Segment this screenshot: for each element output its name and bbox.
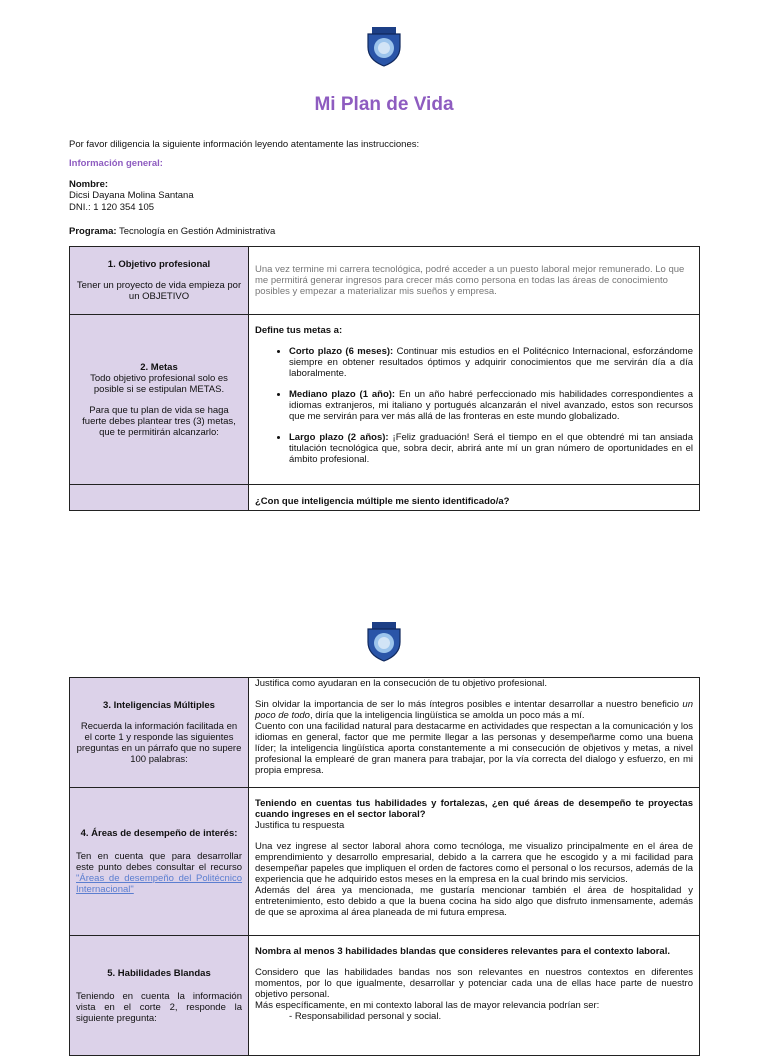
- page-title: Mi Plan de Vida: [314, 94, 454, 115]
- areas-answer-cell: [249, 788, 700, 936]
- habilidades-answer-1: Considero que las habilidades bandas nos son relevantes en nuestros contextos en diferentes momentos, por lo que igualmente, desarrollar y potenciar cada una de ellas hace parte de nuestro objetivo personal.: [255, 967, 693, 1000]
- list-item: - Responsabilidad personal y social.: [289, 1011, 693, 1022]
- inteligencias-heading: 3. Inteligencias Múltiples: [103, 700, 215, 711]
- objetivo-heading: 1. Objetivo profesional: [107, 259, 211, 270]
- inteligencias-answer-2: Cuento con una facilidad natural para destacarme en actividades que respectan a la comunicación y los idiomas en general, factor que me permite llegar a las personas y desempeñarme como una buena líder; la inteligencia lingüística aporta constantemente a mi consecución de objetivos y metas, a nivel profesional la emplearé de gran manera para trabajar, por la vía correcta del dialogo y esfuerzo, en mi propia empresa.: [255, 721, 693, 776]
- goal-long-label: Largo plazo (2 años):: [289, 432, 389, 443]
- goal-short-text: Continuar mis estudios en el Politécnico Internacional, esforzándome siempre en obtener resultados óptimos y adquirir conocimientos que me servirán día a día laboralmente.: [289, 346, 693, 379]
- areas-sub: Justifica tu respuesta: [255, 820, 345, 831]
- metas-prompt: Define tus metas a:: [255, 325, 343, 336]
- institution-crest-icon: [366, 27, 402, 67]
- plan-table-page2: [69, 677, 700, 1056]
- inteligencias-answer-part2: , diría que la inteligencia lingüística se amolda un poco más a mí.: [309, 710, 585, 721]
- objetivo-desc: Tener un proyecto de vida empieza por un OBJETIVO: [76, 280, 242, 302]
- metas-answer-cell: [249, 315, 700, 485]
- metas-desc2: Para que tu plan de vida se haga fuerte debes plantear tres (3) metas, que te permitirán alcanzarlo:: [82, 404, 236, 438]
- inteligencias-label-cell: [70, 678, 249, 788]
- goal-medium: [289, 389, 693, 422]
- dni-value: DNI.: 1 120 354 105: [69, 202, 155, 213]
- habilidades-desc: Teniendo en cuenta la información vista en el corte 2, responde la siguiente pregunta:: [76, 991, 242, 1024]
- inteligencias-answer-italic: un poco de todo: [255, 699, 693, 721]
- areas-desc-text: Ten en cuenta que para desarrollar este punto debes consultar el recurso: [76, 851, 242, 873]
- habilidades-label-cell: [70, 936, 249, 1056]
- areas-answer-2: Además del área ya mencionada, me gustaría mencionar también el área de hospitalidad y entretenimiento, esto debido a que la buena cocina ha sido algo que disfruto inmensamente, además de que se aproxima al área planeada de mi futura empresa.: [255, 885, 693, 918]
- row-areas: [70, 788, 700, 936]
- metas-heading: 2. Metas: [140, 361, 178, 373]
- program-label: Programa:: [69, 226, 117, 237]
- areas-label-cell: [70, 788, 249, 936]
- plan-table-page1: [69, 246, 700, 511]
- areas-desc: [76, 851, 242, 895]
- inteligencias-desc: Recuerda la información facilitada en el corte 1 y responde las siguientes preguntas en un párrafo que no supere 100 palabras:: [76, 721, 242, 765]
- areas-resource-link[interactable]: "Áreas de desempeño del Politécnico Internacional": [76, 873, 242, 895]
- goal-medium-label: Mediano plazo (1 año):: [289, 389, 396, 400]
- name-value: Dicsi Dayana Molina Santana: [69, 190, 194, 201]
- row-objetivo: [70, 247, 700, 315]
- institution-crest-icon: [366, 622, 402, 662]
- habilidades-heading: 5. Habilidades Blandas: [107, 968, 211, 979]
- habilidades-question: Nombra al menos 3 habilidades blandas que consideres relevantes para el contexto laboral.: [255, 946, 670, 957]
- areas-answer-1: Una vez ingrese al sector laboral ahora como tecnóloga, me visualizo principalmente en el área de emprendimiento y desarrollo empresarial, debido a la carrera que he escogido y a mi facilidad para desempeñar papeles que impliquen el orden de factores como el personal o los recursos, además de la experiencia que he adquirido estos meses en la empresa en la cual brindo mis servicios.: [255, 841, 693, 885]
- goal-short-label: Corto plazo (6 meses):: [289, 346, 394, 357]
- program-line: [69, 226, 275, 237]
- goals-list: [255, 346, 693, 465]
- areas-question: Teniendo en cuentas tus habilidades y fortalezas, ¿en qué áreas de desempeño te proyectas cuando ingreses en el sector laboral?: [255, 798, 693, 820]
- habilidades-list: [255, 1011, 693, 1022]
- row-intel-question: [70, 485, 700, 511]
- name-label: Nombre:: [69, 179, 109, 190]
- goal-long: [289, 432, 693, 465]
- objetivo-label-cell: [70, 247, 249, 315]
- metas-label-cell: [70, 315, 249, 485]
- goal-long-text: ¡Feliz graduación! Será el tiempo en el que obtendré mi tan ansiada titulación tecnológica que, sobra decir, abrirá ante mí un gran número de oportunidades en el ámbito profesional.: [289, 432, 693, 465]
- instructions-text: Por favor diligencia la siguiente información leyendo atentamente las instrucciones:: [69, 139, 420, 150]
- habilidades-answer-2: Más específicamente, en mi contexto laboral las de mayor relevancia podrían ser:: [255, 1000, 600, 1011]
- intel-question-label-cell: [70, 485, 249, 511]
- goal-short: [289, 346, 693, 379]
- areas-heading: 4. Áreas de desempeño de interés:: [80, 828, 238, 839]
- intel-question: ¿Con que inteligencia múltiple me siento identificado/a?: [249, 485, 700, 511]
- row-metas: [70, 315, 700, 485]
- objetivo-answer: Una vez termine mi carrera tecnológica, podré acceder a un puesto laboral mejor remunerado. Lo que me permitirá generar ingresos para crecer más como persona en todas las áreas de conocimiento posibles y empezar a materializar mis sueños y empresa.: [249, 247, 700, 315]
- inteligencias-answer-cell: [249, 678, 700, 788]
- goal-medium-text: En un año habré perfeccionado mis habilidades correspondientes a idiomas extranjeros, mi italiano y portugués alcanzarán el nivel avanzado, estos son recursos que me servirán para ver más allá de las fronteras en este mundo globalizado.: [289, 389, 694, 422]
- habilidades-answer-cell: [249, 936, 700, 1056]
- inteligencias-lead: Justifica como ayudaran en la consecución de tu objetivo profesional.: [255, 678, 548, 689]
- metas-desc1: Todo objetivo profesional solo es posible si se estipulan METAS.: [90, 372, 228, 395]
- general-info-heading: Información general:: [69, 158, 163, 169]
- inteligencias-answer-part1: Sin olvidar la importancia de ser lo más íntegros posibles e intentar desarrollar a nuestro beneficio: [255, 699, 683, 710]
- program-value: Tecnología en Gestión Administrativa: [118, 226, 276, 237]
- row-inteligencias: [70, 678, 700, 788]
- row-habilidades: [70, 936, 700, 1056]
- inteligencias-answer: [255, 699, 693, 721]
